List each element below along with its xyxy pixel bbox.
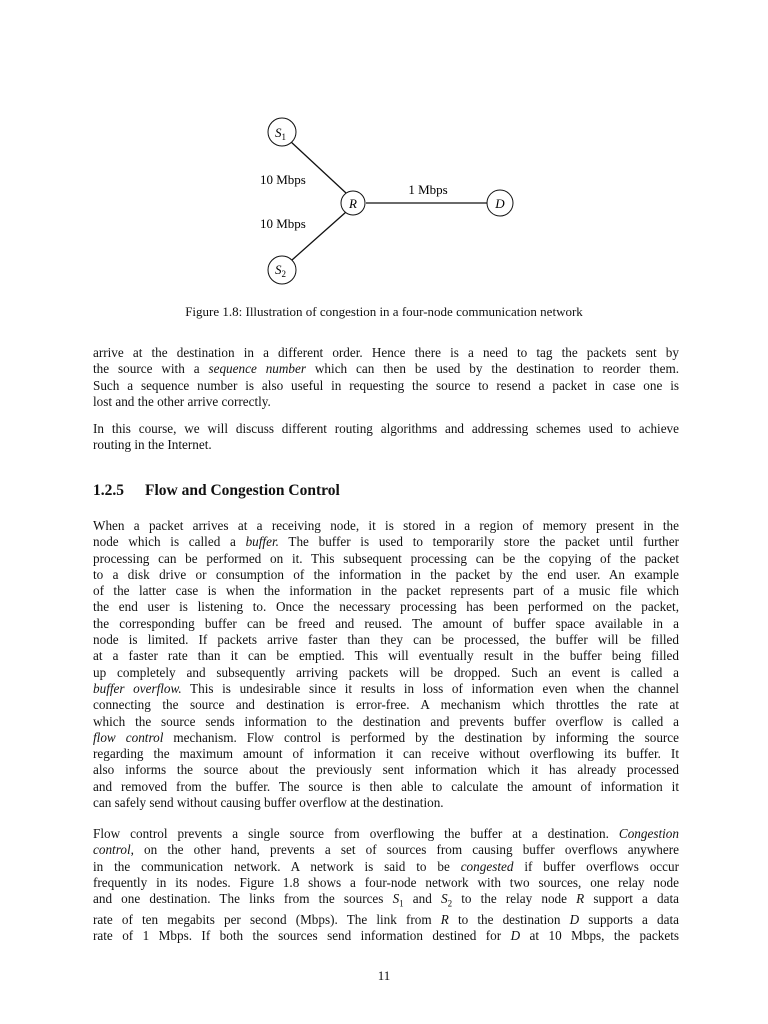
network-figure	[0, 110, 768, 290]
text-line: and removed from the buffer. The source is then able to calculate the amount of information it	[93, 778, 679, 794]
text-line: Flow control prevents a single source from overflowing the buffer at a destination. Congestion	[93, 826, 679, 841]
text-line: flow control mechanism. Flow control is performed by the destination by informing the source	[93, 729, 680, 745]
text-line: at a faster rate than it can be emptied. This will eventually result in the buffer being filled	[93, 648, 679, 664]
text-line: processing can be performed on it. This subsequent processing can be the copying of the packet	[93, 550, 679, 566]
text-line: buffer overflow. This is undesirable since it results in loss of information even when the channel	[93, 680, 679, 696]
section-number: 1.2.5	[93, 482, 124, 499]
paragraph-3	[93, 518, 679, 811]
edge-label-s2-r: 10 Mbps	[260, 216, 306, 231]
network-diagram	[0, 110, 768, 290]
text-line: connecting the source and destination is error-free. A mechanism which throttles the rate at	[93, 697, 679, 713]
edge-label-s1-r: 10 Mbps	[260, 172, 306, 187]
emphasis: control	[93, 842, 131, 858]
edge-label-r-d: 1 Mbps	[408, 182, 448, 197]
text-line: control, on the other hand, prevents a set of sources from causing buffer overflows anywhere	[93, 842, 679, 858]
section-title: Flow and Congestion Control	[145, 482, 340, 499]
text-line: rate of 1 Mbps. If both the sources send information destined for D at 10 Mbps, the packets	[93, 928, 679, 944]
text-line: lost and the other arrive correctly.	[93, 393, 271, 409]
text-line: In this course, we will discuss different routing algorithms and addressing schemes used to achieve	[93, 421, 679, 436]
figure-caption: Figure 1.8: Illustration of congestion in a four-node communication network	[185, 304, 583, 319]
section-heading	[93, 482, 340, 500]
text-line: frequently in its nodes. Figure 1.8 shows a four-node network with two sources, one relay node	[93, 874, 679, 890]
emphasis: buffer overflow.	[93, 680, 182, 696]
text-line: When a packet arrives at a receiving node, it is stored in a region of memory present in the	[93, 518, 679, 533]
emphasis: buffer.	[245, 534, 279, 550]
text-line: the corresponding buffer can be freed and reused. The amount of buffer space available in a	[93, 615, 679, 631]
node-s1-label: $S_1$	[275, 125, 286, 142]
text-line: in the communication network. A network is said to be congested if buffer overflows occur	[93, 858, 679, 874]
emphasis: congested	[460, 858, 514, 874]
text-line: node which is called a buffer. The buffer is used to temporarily store the packet until further	[93, 534, 679, 550]
text-line: up completely and subsequently arriving packets will be dropped. Such an event is called a	[93, 664, 679, 680]
text-line: also informs the source about the previously sent information which it has already processed	[93, 762, 679, 778]
text-line: Such a sequence number is also useful in requesting the source to resend a packet in case one is	[93, 377, 679, 393]
text-line: can safely send without causing buffer overflow at the destination.	[93, 795, 444, 811]
text-line: and one destination. The links from the sources $S_1$ and $S_2$ to the relay node R support a data	[93, 891, 679, 909]
paragraph-2	[93, 421, 679, 454]
text-line: node is limited. If packets arrive faster than they can be processed, the buffer will be filled	[93, 632, 679, 648]
text-line: of the latter case is when the information in the packet represents part of a music file which	[93, 583, 679, 599]
emphasis: Congestion	[618, 826, 679, 841]
text-line: routing in the Internet.	[93, 437, 212, 453]
page-number: 11	[377, 968, 391, 983]
text-line: arrive at the destination in a different order. Hence there is a need to tag the packets sent by	[93, 345, 679, 360]
emphasis: sequence number	[208, 361, 306, 377]
emphasis: flow control	[93, 729, 164, 745]
text-line: which the source sends information to the destination and prevents buffer overflow is called a	[93, 713, 679, 729]
paragraph-1	[93, 345, 679, 410]
paragraph-4	[93, 826, 679, 945]
text-line: the source with a sequence number which can then be used by the destination to reorder them.	[93, 361, 680, 377]
text-line: rate of ten megabits per second (Mbps). The link from R to the destination D supports a data	[93, 912, 679, 928]
node-s2-label: $S_2$	[275, 262, 286, 279]
node-r-label: R	[349, 196, 357, 211]
node-d-label: D	[495, 196, 505, 211]
text-line: the end user is listening to. Once the necessary processing has been performed on the packet,	[93, 599, 679, 615]
text-line: regarding the maximum amount of information it can receive without overflowing its buffer. It	[93, 746, 679, 762]
text-line: to a disk drive or consumption of the information in the packet by the end user. An example	[93, 566, 679, 582]
